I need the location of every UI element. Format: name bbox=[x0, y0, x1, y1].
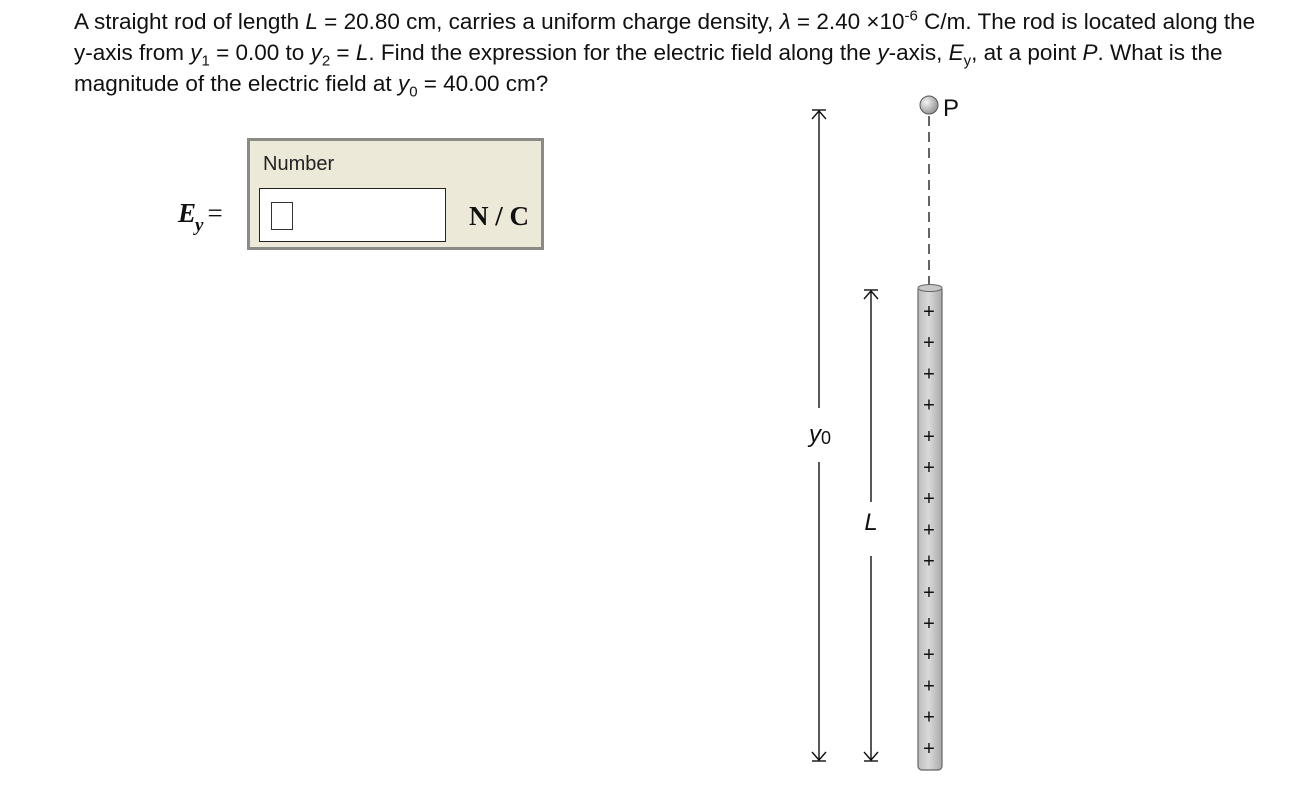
charge-plus-icon: + bbox=[923, 706, 935, 729]
problem-statement: A straight rod of length L = 20.80 cm, carries a uniform charge density, $\lambda = 2.40 \times 10^{-6}$ C/m. The rod is located along the y-axis from $y_1 = 0.00$ to $y_2 = L$. Find the expression for the electric field along the y-axis, $E_y$, at a point P. What is the magnitude of the electric field at $y_0 = 40.00$ cm? bbox=[74, 7, 1256, 101]
charge-plus-icon: + bbox=[923, 332, 935, 355]
charge-plus-icon: + bbox=[923, 457, 935, 479]
charge-plus-icon: + bbox=[923, 301, 935, 323]
point-p-label: P bbox=[943, 95, 960, 122]
charge-plus-icon: + bbox=[923, 737, 935, 760]
charge-plus-icon: + bbox=[923, 519, 935, 542]
charge-plus-icon: + bbox=[923, 581, 935, 604]
rod-charges bbox=[923, 301, 935, 760]
charge-plus-icon: + bbox=[923, 394, 935, 417]
charge-plus-icon: + bbox=[923, 425, 935, 448]
charge-plus-icon: + bbox=[923, 488, 935, 511]
field-symbol-label: $E_y$ = bbox=[178, 198, 223, 236]
rod-top-cap bbox=[918, 285, 942, 292]
L-label: L bbox=[864, 509, 878, 536]
unit-label: N / C bbox=[469, 201, 529, 231]
charge-plus-icon: + bbox=[923, 675, 935, 698]
charge-plus-icon: + bbox=[923, 363, 935, 386]
charge-plus-icon: + bbox=[923, 550, 935, 573]
y0-label: y0 bbox=[808, 421, 832, 448]
point-p-sphere bbox=[920, 96, 938, 114]
charge-plus-icon: + bbox=[923, 613, 935, 635]
charge-plus-icon: + bbox=[923, 644, 935, 667]
answer-type-label: Number bbox=[263, 153, 335, 175]
